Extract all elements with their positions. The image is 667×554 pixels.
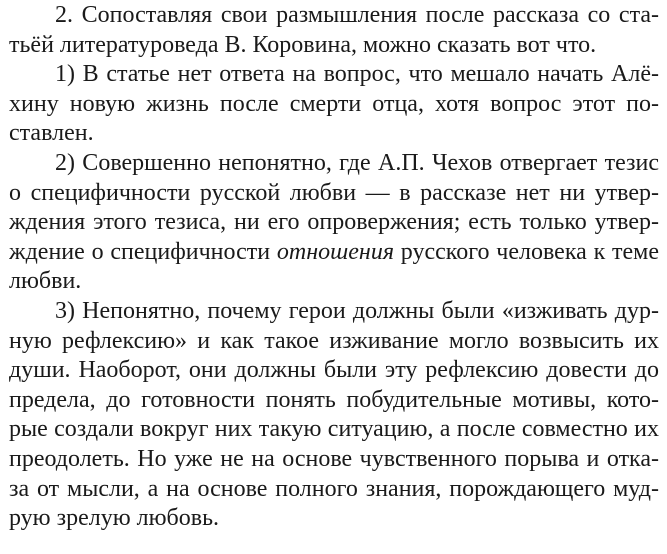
text-line: ставлен.: [9, 120, 94, 147]
text-segment: ждение о специфичности: [9, 238, 277, 265]
text-line: хину новую жизнь после смерти отца, хотя вопрос этот по-: [9, 90, 659, 117]
text-line: ную рефлексию» и как такое изживание могло возвысить их: [9, 327, 659, 354]
text-line-with-emphasis: [9, 238, 659, 268]
paragraph-point-1: [9, 60, 659, 149]
text-line: души. Наоборот, они должны были эту рефлексию довести до: [9, 357, 659, 384]
text-line: рые создали вокруг них такую ситуацию, а после совместно их: [9, 416, 659, 443]
text-line: предела, до готовности понять побудительные мотивы, кото-: [9, 386, 659, 413]
text-line: тьёй литературоведа В. Коровина, можно сказать вот что.: [9, 31, 597, 58]
text-line: рую зрелую любовь.: [9, 505, 220, 532]
text-line: за от мысли, а на основе полного знания, порождающего муд-: [9, 475, 659, 502]
document-page: [9, 1, 659, 534]
text-line: 2. Сопоставляя свои размышления после рассказа со ста-: [55, 2, 659, 28]
text-line: преодолеть. Но уже не на основе чувственного порыва и отка-: [9, 445, 659, 472]
text-line: 2) Совершенно непонятно, где А.П. Чехов отвергает тезис: [55, 149, 659, 176]
paragraph-intro: [9, 1, 659, 60]
text-line: любви.: [9, 268, 82, 295]
text-line: 3) Непонятно, почему герои должны были «изживать дур-: [55, 297, 659, 324]
text-line: о специфичности русской любви — в рассказе нет ни утвер-: [9, 179, 659, 206]
emphasized-word: отношения: [276, 238, 394, 265]
paragraph-point-2: [9, 149, 659, 297]
text-segment: русского человека к теме: [394, 238, 659, 265]
paragraph-point-3: [9, 297, 659, 534]
text-line: ждения этого тезиса, ни его опровержения; есть только утвер-: [9, 209, 659, 236]
text-line: 1) В статье нет ответа на вопрос, что мешало начать Алё-: [55, 61, 659, 88]
